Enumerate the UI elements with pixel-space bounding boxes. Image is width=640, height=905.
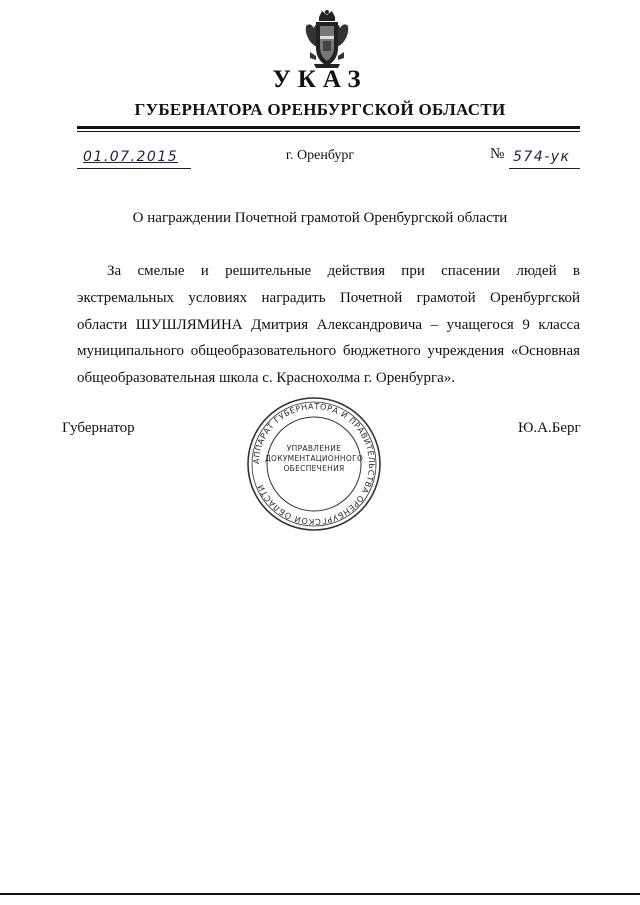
- handwritten-number: 574-ук: [513, 149, 571, 165]
- scan-bottom-edge: [0, 893, 640, 895]
- header-rule-thin: [77, 131, 580, 132]
- coat-of-arms-emblem: [302, 8, 352, 70]
- number-sign: №: [490, 146, 505, 162]
- decree-body: За смелые и решительные действия при спасении людей в экстремальных условиях наградить Почетной грамотой Оренбургской области ШУШЛЯМИНА Дмитрия Александровича – учащегося 9 класса муниципального общеобразовательного бюджетного учреждения «Основная общеобразовательная школа с. Краснохолма г. Оренбурга».: [77, 263, 580, 387]
- signatory-name: Ю.А.Берг: [518, 420, 581, 436]
- seal-line: ДОКУМЕНТАЦИОННОГО: [264, 454, 364, 463]
- seal-line: УПРАВЛЕНИЕ: [286, 444, 342, 453]
- seal-line: ОБЕСПЕЧЕНИЯ: [283, 464, 345, 473]
- decree-subject: О награждении Почетной грамотой Оренбургской области: [132, 210, 508, 226]
- header-rule-thick: [77, 126, 580, 129]
- number-field: [509, 148, 580, 169]
- seal-ring-text: АППАРАТ ГУБЕРНАТОРА И ПРАВИТЕЛЬСТВА ОРЕНБУРГСКОЙ ОБЛАСТИ: [251, 401, 377, 527]
- document-issuer: ГУБЕРНАТОРА ОРЕНБУРГСКОЙ ОБЛАСТИ: [134, 100, 506, 119]
- handwritten-date: 01.07.2015: [83, 149, 179, 165]
- city-label: г. Оренбург: [285, 148, 355, 163]
- signatory-title: Губернатор: [62, 420, 135, 436]
- document-title: УКАЗ: [272, 66, 368, 93]
- seal-center-text: [262, 444, 366, 474]
